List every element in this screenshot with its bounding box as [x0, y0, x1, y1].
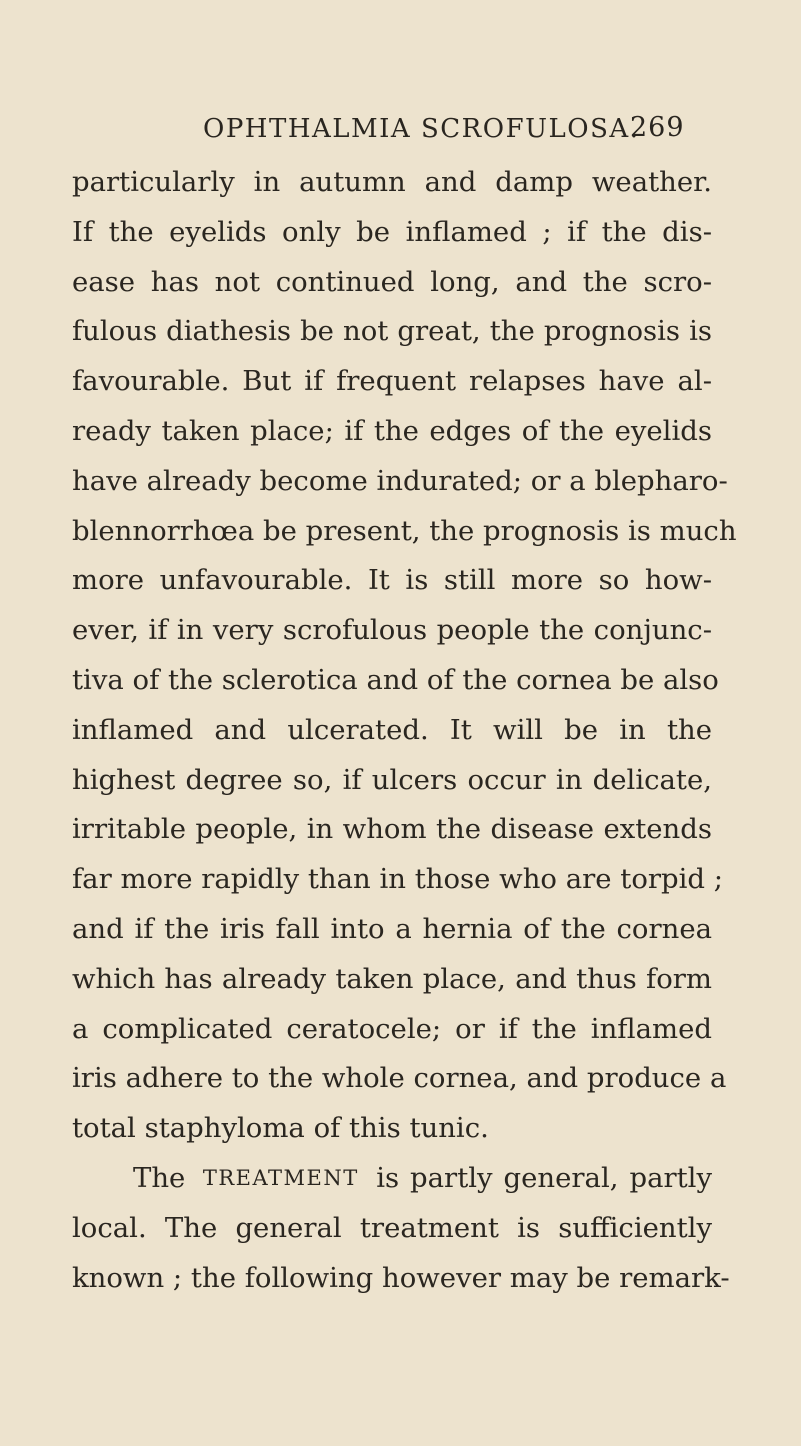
- text-line: known ; the following however may be remark-: [72, 1261, 730, 1294]
- text-line: particularly in autumn and damp weather.: [72, 166, 712, 198]
- text-line: far more rapidly than in those who are torpid ;: [72, 863, 724, 896]
- paragraph-1: [72, 158, 737, 1154]
- text-line: more unfavourable. It is still more so how-: [72, 564, 712, 597]
- text-line: ever, if in very scrofulous people the conjunc-: [72, 614, 712, 647]
- text-line: iris adhere to the whole cornea, and produce a: [72, 1062, 727, 1095]
- text-line: If the eyelids only be inflamed ; if the dis-: [72, 215, 712, 248]
- text-line: fulous diathesis be not great, the prognosis is: [72, 315, 712, 348]
- text-line: tiva of the sclerotica and of the cornea be also: [72, 663, 719, 696]
- text-line: highest degree so, if ulcers occur in delicate,: [72, 763, 712, 796]
- page-number: 269: [630, 112, 685, 143]
- text-line: local. The general treatment is sufficiently: [72, 1211, 712, 1244]
- text-line: inflamed and ulcerated. It will be in the: [72, 713, 712, 746]
- text-line: ease has not continued long, and the scro-: [72, 265, 712, 298]
- text-line: and if the iris fall into a hernia of the cornea: [72, 912, 712, 945]
- text-line: blennorrhœa be present, the prognosis is much: [72, 514, 737, 547]
- text-line: total staphyloma of this tunic.: [72, 1112, 489, 1145]
- running-title: OPHTHALMIA SCROFULOSA.: [203, 114, 640, 144]
- text-line: irritable people, in whom the disease extends: [72, 813, 712, 846]
- text-line: a complicated ceratocele; or if the inflamed: [72, 1012, 712, 1045]
- text-line: [72, 1154, 712, 1204]
- paragraph-2: [72, 1154, 730, 1303]
- paragraph-2-line-1: The TREATMENT is partly general, partly: [133, 1154, 712, 1204]
- text-line: which has already taken place, and thus form: [72, 962, 712, 995]
- small-caps-term: TREATMENT: [202, 1165, 359, 1190]
- text-line: favourable. But if frequent relapses have al-: [72, 365, 712, 398]
- body-text: [72, 158, 737, 1303]
- text-line: ready taken place; if the edges of the eyelids: [72, 414, 712, 447]
- text-line: have already become indurated; or a blepharo-: [72, 464, 728, 497]
